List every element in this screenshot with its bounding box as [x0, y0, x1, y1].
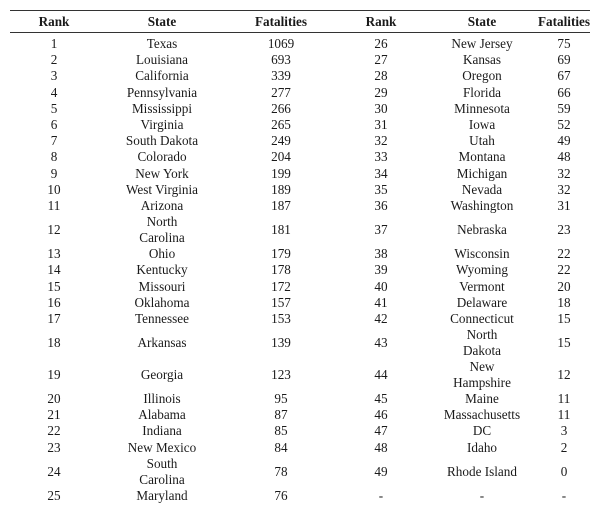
cell-state-left: Alabama	[138, 407, 186, 423]
cell-rank-right: 38	[374, 246, 388, 262]
table-row	[10, 166, 590, 182]
table-row	[10, 101, 590, 117]
cell-rank-left: 22	[47, 423, 61, 439]
cell-fatalities-right: -	[561, 487, 567, 503]
cell-rank-left: 3	[50, 68, 58, 84]
cell-rank-left: 9	[50, 165, 58, 181]
cell-fatalities-right: 23	[557, 222, 571, 238]
cell-rank-left: 17	[47, 310, 61, 326]
cell-rank-left: 21	[47, 407, 61, 423]
cell-rank-right: 46	[374, 407, 388, 423]
cell-rank-left: 25	[47, 487, 61, 503]
cell-fatalities-right: 32	[557, 165, 571, 181]
cell-state-right: Michigan	[456, 165, 508, 181]
cell-state-right: Massachusetts	[443, 407, 521, 423]
cell-state-right: Iowa	[468, 117, 496, 133]
cell-rank-left: 15	[47, 278, 61, 294]
cell-state-left: Tennessee	[135, 310, 189, 326]
cell-state-right: Nevada	[461, 181, 503, 197]
cell-state-right: New Jersey	[451, 36, 513, 52]
cell-fatalities-left: 95	[274, 391, 288, 407]
cell-rank-left: 16	[47, 294, 61, 310]
cell-rank-left: 13	[47, 246, 61, 262]
table-row	[10, 295, 590, 311]
cell-fatalities-right: 22	[557, 246, 571, 262]
cell-rank-left: 4	[50, 84, 58, 100]
cell-rank-left: 20	[47, 391, 61, 407]
cell-fatalities-left: 85	[274, 423, 288, 439]
cell-fatalities-right: 3	[560, 423, 568, 439]
cell-state-left: Maryland	[136, 487, 188, 503]
table-row	[10, 327, 590, 359]
table-row	[10, 214, 590, 246]
cell-state-right: Minnesota	[454, 100, 510, 116]
table-row	[10, 52, 590, 68]
cell-state-left: Oklahoma	[134, 294, 190, 310]
cell-rank-left: 14	[47, 262, 61, 278]
table-row	[10, 391, 590, 407]
cell-rank-right: 41	[374, 294, 388, 310]
header-rank-right: Rank	[365, 14, 397, 29]
cell-rank-right: 45	[374, 391, 388, 407]
cell-fatalities-left: 153	[271, 310, 291, 326]
cell-state-left: Georgia	[140, 367, 184, 382]
table-row	[10, 456, 590, 488]
cell-state-left: South Carolina	[139, 455, 185, 487]
cell-state-right: Connecticut	[450, 310, 514, 326]
cell-fatalities-right: 32	[557, 181, 571, 197]
cell-fatalities-right: 75	[557, 36, 571, 52]
cell-state-right: North Dakota	[462, 327, 502, 358]
cell-fatalities-left: 189	[271, 181, 291, 197]
cell-state-left: Arkansas	[137, 335, 187, 350]
cell-rank-left: 19	[47, 367, 61, 382]
cell-state-right: Maine	[465, 391, 499, 407]
table-row	[10, 246, 590, 262]
cell-state-right: Delaware	[456, 294, 508, 310]
cell-state-right: Vermont	[459, 278, 505, 294]
cell-rank-left: 1	[50, 36, 58, 52]
cell-state-left: North Carolina	[139, 214, 185, 246]
cell-fatalities-right: 52	[557, 117, 571, 133]
cell-rank-right: 27	[374, 52, 388, 68]
cell-rank-right: 31	[374, 117, 388, 133]
cell-state-left: Mississippi	[131, 100, 193, 116]
cell-fatalities-left: 123	[271, 367, 291, 382]
cell-state-right: -	[479, 487, 485, 503]
cell-state-right: Wyoming	[456, 262, 508, 278]
table-row	[10, 488, 590, 504]
cell-fatalities-left: 1069	[267, 36, 295, 52]
cell-rank-right: 30	[374, 100, 388, 116]
cell-fatalities-right: 2	[560, 439, 568, 455]
cell-fatalities-right: 0	[560, 463, 568, 479]
cell-fatalities-left: 339	[271, 68, 291, 84]
cell-rank-left: 24	[47, 463, 61, 479]
cell-fatalities-left: 266	[271, 100, 291, 116]
cell-fatalities-left: 187	[271, 197, 291, 213]
cell-state-right: Florida	[462, 84, 502, 100]
cell-state-left: West Virginia	[125, 181, 198, 197]
cell-fatalities-right: 11	[557, 391, 571, 407]
cell-rank-right: 49	[374, 463, 388, 479]
cell-state-right: Utah	[469, 133, 495, 149]
table-row	[10, 117, 590, 133]
cell-state-left: New York	[135, 165, 189, 181]
state-fatalities-table	[10, 10, 590, 504]
table-row	[10, 440, 590, 456]
cell-fatalities-left: 249	[271, 133, 291, 149]
header-fatalities-right: Fatalities	[538, 14, 591, 29]
cell-rank-right: 37	[374, 222, 388, 238]
table-row	[10, 311, 590, 327]
table-row	[10, 198, 590, 214]
cell-rank-right: 43	[374, 335, 388, 350]
cell-rank-right: 35	[374, 181, 388, 197]
cell-state-right: Rhode Island	[447, 463, 517, 479]
cell-state-left: Arizona	[140, 197, 184, 213]
cell-rank-right: 34	[374, 165, 388, 181]
table-header-row	[10, 11, 590, 33]
cell-rank-right: 39	[374, 262, 388, 278]
cell-rank-right: 32	[374, 133, 388, 149]
table-row	[10, 262, 590, 278]
cell-fatalities-left: 76	[274, 487, 288, 503]
header-state-left: State	[147, 14, 177, 29]
cell-fatalities-left: 78	[274, 463, 288, 479]
cell-rank-right: 29	[374, 84, 388, 100]
cell-rank-left: 7	[50, 133, 58, 149]
cell-fatalities-left: 265	[271, 117, 291, 133]
table-row	[10, 33, 590, 53]
table-row	[10, 359, 590, 391]
cell-state-left: Colorado	[137, 149, 187, 165]
cell-rank-right: 47	[374, 423, 388, 439]
table-row	[10, 133, 590, 149]
cell-state-right: Montana	[458, 149, 506, 165]
cell-rank-left: 11	[47, 197, 61, 213]
cell-state-right: Idaho	[466, 439, 498, 455]
cell-fatalities-right: 31	[557, 197, 571, 213]
cell-rank-left: 6	[50, 117, 58, 133]
cell-fatalities-right: 11	[557, 407, 571, 423]
cell-fatalities-left: 157	[271, 294, 291, 310]
fatalities-table-container	[10, 10, 590, 504]
cell-fatalities-right: 67	[557, 68, 571, 84]
cell-fatalities-left: 87	[274, 407, 288, 423]
header-rank-left: Rank	[38, 14, 70, 29]
cell-state-right: Nebraska	[457, 222, 507, 238]
cell-fatalities-right: 18	[557, 294, 571, 310]
cell-fatalities-right: 69	[557, 52, 571, 68]
cell-state-left: Indiana	[142, 423, 182, 439]
cell-state-right: DC	[472, 423, 492, 439]
table-row	[10, 68, 590, 84]
cell-fatalities-left: 84	[274, 439, 288, 455]
cell-rank-left: 18	[47, 335, 61, 350]
cell-fatalities-right: 22	[557, 262, 571, 278]
table-row	[10, 182, 590, 198]
cell-fatalities-right: 20	[557, 278, 571, 294]
cell-rank-left: 23	[47, 439, 61, 455]
header-state-right: State	[467, 14, 497, 29]
cell-rank-right: 28	[374, 68, 388, 84]
cell-rank-right: -	[378, 487, 384, 503]
cell-rank-left: 12	[47, 222, 61, 238]
cell-fatalities-left: 277	[271, 84, 291, 100]
cell-fatalities-left: 693	[271, 52, 291, 68]
cell-fatalities-right: 59	[557, 100, 571, 116]
cell-fatalities-left: 179	[271, 246, 291, 262]
cell-fatalities-right: 66	[557, 84, 571, 100]
table-row	[10, 149, 590, 165]
cell-state-right: Wisconsin	[454, 246, 510, 262]
cell-state-left: New Mexico	[127, 439, 197, 455]
cell-fatalities-left: 178	[271, 262, 291, 278]
cell-fatalities-left: 204	[271, 149, 291, 165]
cell-rank-right: 40	[374, 278, 388, 294]
cell-rank-right: 26	[374, 36, 388, 52]
cell-state-left: Missouri	[138, 278, 186, 294]
cell-rank-right: 33	[374, 149, 388, 165]
cell-state-left: Ohio	[148, 246, 176, 262]
cell-state-right: Kansas	[462, 52, 502, 68]
cell-state-left: Virginia	[140, 117, 184, 133]
cell-state-left: Louisiana	[135, 52, 188, 68]
cell-rank-left: 8	[50, 149, 58, 165]
cell-state-left: California	[135, 68, 189, 84]
table-row	[10, 407, 590, 423]
table-body	[10, 33, 590, 504]
cell-fatalities-right: 15	[557, 335, 571, 350]
table-row	[10, 423, 590, 439]
cell-fatalities-right: 12	[557, 367, 571, 382]
cell-fatalities-right: 48	[557, 149, 571, 165]
cell-state-left: Pennsylvania	[126, 84, 198, 100]
cell-state-right: Oregon	[462, 68, 502, 84]
cell-fatalities-left: 139	[271, 335, 291, 350]
cell-fatalities-left: 199	[271, 165, 291, 181]
cell-fatalities-right: 15	[557, 310, 571, 326]
cell-rank-right: 42	[374, 310, 388, 326]
cell-rank-right: 36	[374, 197, 388, 213]
cell-state-left: Illinois	[143, 391, 181, 407]
cell-state-left: Texas	[146, 36, 178, 52]
cell-rank-right: 48	[374, 439, 388, 455]
cell-rank-left: 10	[47, 181, 61, 197]
cell-rank-left: 2	[50, 52, 58, 68]
cell-fatalities-right: 49	[557, 133, 571, 149]
cell-rank-left: 5	[50, 100, 58, 116]
cell-rank-right: 44	[374, 367, 388, 382]
cell-state-left: South Dakota	[125, 133, 199, 149]
cell-state-right: Washington	[450, 197, 514, 213]
cell-fatalities-left: 172	[271, 278, 291, 294]
cell-state-right: New Hampshire	[453, 359, 511, 390]
cell-state-left: Kentucky	[136, 262, 188, 278]
table-row	[10, 85, 590, 101]
cell-fatalities-left: 181	[271, 222, 291, 238]
header-fatalities-left: Fatalities	[254, 14, 307, 29]
table-row	[10, 278, 590, 294]
